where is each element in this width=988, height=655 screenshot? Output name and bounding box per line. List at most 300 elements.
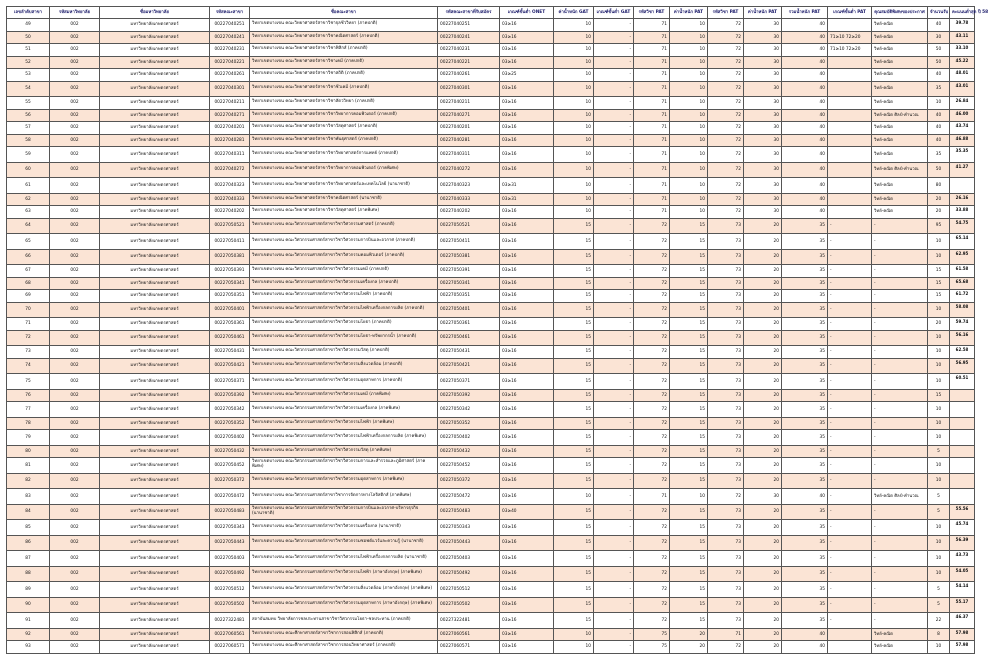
onet-min-cell: 03≥16 xyxy=(500,206,554,219)
special-qualification-cell: - xyxy=(872,402,928,418)
gat-weight-cell: 15 xyxy=(554,249,594,265)
gat-min-cell: - xyxy=(594,97,634,110)
pat-weight-2-cell: 20 xyxy=(744,346,782,359)
seats-cell: 10 xyxy=(928,535,950,551)
university-name-cell: มหาวิทยาลัยเกษตรศาสตร์ xyxy=(100,445,210,458)
gat-min-cell: - xyxy=(594,178,634,194)
pat-weight-1-cell: 15 xyxy=(670,234,708,250)
pat-code-1-cell: 72 xyxy=(634,218,670,234)
gat-min-cell: - xyxy=(594,597,634,613)
faculty-code-cell: 00227050402 xyxy=(210,430,250,446)
row-number-cell: 64 xyxy=(7,218,50,234)
special-qualification-cell: วิทย์-คณิต xyxy=(872,19,928,32)
apply-code-cell: 00227050461 xyxy=(438,330,500,346)
special-qualification-cell: - xyxy=(872,613,928,629)
special-qualification-cell: - xyxy=(872,582,928,598)
university-name-cell: มหาวิทยาลัยเกษตรศาสตร์ xyxy=(100,206,210,219)
pat-weight-1-cell: 10 xyxy=(670,178,708,194)
pat-weight-1-cell: 15 xyxy=(670,417,708,430)
pat-code-2-cell: 73 xyxy=(708,374,744,390)
apply-code-cell: 00227050391 xyxy=(438,265,500,278)
table-row xyxy=(7,582,975,598)
pat-weight-2-cell: 20 xyxy=(744,597,782,613)
faculty-code-cell: 00227050432 xyxy=(210,445,250,458)
table-row xyxy=(7,249,975,265)
seats-cell: 80 xyxy=(928,178,950,194)
pat-min-cell: - xyxy=(828,430,872,446)
university-code-cell: 002 xyxy=(50,265,100,278)
column-header: รหัสวิชา PAT xyxy=(708,7,744,19)
pat-weight-total-cell: 35 xyxy=(782,535,828,551)
pat-min-cell: - xyxy=(828,566,872,582)
pat-weight-2-cell: 20 xyxy=(744,218,782,234)
special-qualification-cell: วิทย์-คณิต xyxy=(872,81,928,97)
special-qualification-cell: - xyxy=(872,504,928,520)
apply-code-cell: 00227050411 xyxy=(438,234,500,250)
onet-min-cell: 03≥16 xyxy=(500,147,554,163)
apply-code-cell: 00227050472 xyxy=(438,489,500,505)
pat-weight-total-cell: 35 xyxy=(782,290,828,303)
table-row xyxy=(7,417,975,430)
row-number-cell: 90 xyxy=(7,597,50,613)
gat-weight-cell: 15 xyxy=(554,290,594,303)
row-number-cell: 73 xyxy=(7,346,50,359)
gat-weight-cell: 10 xyxy=(554,206,594,219)
onet-min-cell: 03≥16 xyxy=(500,417,554,430)
apply-code-cell: 00227050452 xyxy=(438,458,500,474)
column-header: จำนวนรับ xyxy=(928,7,950,19)
gat-weight-cell: 15 xyxy=(554,234,594,250)
onet-min-cell: 03≥16 xyxy=(500,389,554,402)
pat-min-cell: - xyxy=(828,265,872,278)
university-name-cell: มหาวิทยาลัยเกษตรศาสตร์ xyxy=(100,641,210,654)
table-row xyxy=(7,218,975,234)
onet-min-cell: 03≥40 xyxy=(500,504,554,520)
pat-code-1-cell: 72 xyxy=(634,249,670,265)
table-row xyxy=(7,504,975,520)
pat-code-1-cell: 71 xyxy=(634,206,670,219)
pat-weight-1-cell: 15 xyxy=(670,597,708,613)
faculty-code-cell: 00227322481 xyxy=(210,613,250,629)
row-number-cell: 84 xyxy=(7,504,50,520)
pat-code-2-cell: 71 xyxy=(708,628,744,641)
university-name-cell: มหาวิทยาลัยเกษตรศาสตร์ xyxy=(100,249,210,265)
table-row xyxy=(7,473,975,489)
min-score-58-cell: 59.74 xyxy=(950,318,975,331)
onet-min-cell: 03≥16 xyxy=(500,430,554,446)
seats-cell: 20 xyxy=(928,206,950,219)
pat-code-2-cell: 73 xyxy=(708,535,744,551)
special-qualification-cell: - xyxy=(872,265,928,278)
special-qualification-cell: - xyxy=(872,458,928,474)
faculty-name-cell: วิทยาเขตบางเขน คณะวิศวกรรมศาสตร์สาขาวิชาวิศวกรรมโยธา-ทรัพยากรน้ำ (ภาคปกติ) xyxy=(250,330,438,346)
header-row xyxy=(7,7,975,19)
pat-weight-total-cell: 35 xyxy=(782,265,828,278)
pat-code-1-cell: 72 xyxy=(634,302,670,318)
pat-weight-total-cell: 35 xyxy=(782,504,828,520)
pat-weight-1-cell: 20 xyxy=(670,628,708,641)
table-row xyxy=(7,147,975,163)
gat-min-cell: - xyxy=(594,430,634,446)
special-qualification-cell: - xyxy=(872,218,928,234)
pat-code-2-cell: 73 xyxy=(708,566,744,582)
university-code-cell: 002 xyxy=(50,330,100,346)
seats-cell: 40 xyxy=(928,109,950,122)
apply-code-cell: 00227040251 xyxy=(438,19,500,32)
column-header: ค่าน้ำหนัก PAT xyxy=(744,7,782,19)
faculty-code-cell: 00227040202 xyxy=(210,206,250,219)
faculty-name-cell: วิทยาเขตบางเขน คณะวิศวกรรมศาสตร์สาขาวิชาวิศวกรรมเครื่องกล (ภาคพิเศษ) xyxy=(250,402,438,418)
faculty-code-cell: 00227050431 xyxy=(210,346,250,359)
faculty-code-cell: 00227050461 xyxy=(210,330,250,346)
pat-code-1-cell: 72 xyxy=(634,535,670,551)
pat-code-2-cell: 72 xyxy=(708,81,744,97)
pat-weight-2-cell: 20 xyxy=(744,430,782,446)
row-number-cell: 51 xyxy=(7,44,50,57)
university-name-cell: มหาวิทยาลัยเกษตรศาสตร์ xyxy=(100,330,210,346)
min-score-58-cell: 48.01 xyxy=(950,69,975,82)
seats-cell: 5 xyxy=(928,597,950,613)
spreadsheet xyxy=(6,6,988,654)
special-qualification-cell: - xyxy=(872,249,928,265)
pat-min-cell: - xyxy=(828,489,872,505)
pat-weight-2-cell: 20 xyxy=(744,613,782,629)
pat-weight-2-cell: 20 xyxy=(744,551,782,567)
gat-min-cell: - xyxy=(594,566,634,582)
faculty-name-cell: วิทยาเขตบางเขน คณะวิทยาศาสตร์สาขาวิชาชีวเคมี (ภาคปกติ) xyxy=(250,81,438,97)
onet-min-cell: 03≥16 xyxy=(500,44,554,57)
pat-min-cell xyxy=(828,19,872,32)
pat-min-cell xyxy=(828,109,872,122)
pat-weight-2-cell: 20 xyxy=(744,402,782,418)
faculty-name-cell: วิทยาเขตบางเขน คณะวิทยาศาสตร์สาขาวิชาฟิสิกส์ (ภาคปกติ) xyxy=(250,44,438,57)
university-name-cell: มหาวิทยาลัยเกษตรศาสตร์ xyxy=(100,265,210,278)
apply-code-cell: 00227040311 xyxy=(438,147,500,163)
gat-weight-cell: 10 xyxy=(554,109,594,122)
table-row xyxy=(7,374,975,390)
seats-cell: 5 xyxy=(928,489,950,505)
table-row xyxy=(7,277,975,290)
pat-code-1-cell: 71 xyxy=(634,147,670,163)
pat-weight-1-cell: 15 xyxy=(670,551,708,567)
min-score-58-cell: 55.17 xyxy=(950,597,975,613)
row-number-cell: 80 xyxy=(7,445,50,458)
pat-weight-2-cell: 20 xyxy=(744,277,782,290)
row-number-cell: 65 xyxy=(7,234,50,250)
pat-weight-2-cell: 30 xyxy=(744,206,782,219)
row-number-cell: 62 xyxy=(7,193,50,206)
pat-weight-2-cell: 30 xyxy=(744,69,782,82)
pat-code-2-cell: 73 xyxy=(708,458,744,474)
pat-weight-total-cell: 35 xyxy=(782,597,828,613)
row-number-cell: 59 xyxy=(7,147,50,163)
table-row xyxy=(7,628,975,641)
gat-weight-cell: 15 xyxy=(554,582,594,598)
gat-min-cell: - xyxy=(594,330,634,346)
min-score-58-cell: 56.95 xyxy=(950,358,975,374)
university-name-cell: มหาวิทยาลัยเกษตรศาสตร์ xyxy=(100,109,210,122)
onet-min-cell: 03≥16 xyxy=(500,358,554,374)
pat-min-cell: 71≥10 72≥20 xyxy=(828,31,872,44)
pat-min-cell: - xyxy=(828,417,872,430)
pat-weight-2-cell: 20 xyxy=(744,445,782,458)
university-code-cell: 002 xyxy=(50,162,100,178)
faculty-name-cell: วิทยาเขตบางเขน คณะวิศวกรรมศาสตร์สาขาวิชาวิศวกรรมวัสดุ (ภาคปกติ) xyxy=(250,346,438,359)
special-qualification-cell: - xyxy=(872,277,928,290)
pat-weight-total-cell: 35 xyxy=(782,430,828,446)
university-code-cell: 002 xyxy=(50,218,100,234)
gat-min-cell: - xyxy=(594,19,634,32)
pat-weight-1-cell: 10 xyxy=(670,122,708,135)
pat-min-cell: - xyxy=(828,290,872,303)
table-row xyxy=(7,69,975,82)
pat-code-1-cell: 72 xyxy=(634,566,670,582)
pat-weight-1-cell: 10 xyxy=(670,19,708,32)
onet-min-cell: 03≥16 xyxy=(500,277,554,290)
apply-code-cell: 00227050351 xyxy=(438,290,500,303)
min-score-58-cell: 57.98 xyxy=(950,628,975,641)
faculty-code-cell: 00227050452 xyxy=(210,458,250,474)
pat-code-1-cell: 72 xyxy=(634,277,670,290)
table-row xyxy=(7,109,975,122)
pat-min-cell: - xyxy=(828,402,872,418)
pat-min-cell: - xyxy=(828,330,872,346)
university-name-cell: มหาวิทยาลัยเกษตรศาสตร์ xyxy=(100,551,210,567)
gat-min-cell: - xyxy=(594,206,634,219)
apply-code-cell: 00227050372 xyxy=(438,473,500,489)
university-name-cell: มหาวิทยาลัยเกษตรศาสตร์ xyxy=(100,473,210,489)
row-number-cell: 77 xyxy=(7,402,50,418)
pat-weight-2-cell: 20 xyxy=(744,458,782,474)
faculty-name-cell: วิทยาเขตบางเขน คณะวิทยาศาสตร์สาขาวิชาจุลชีววิทยา (ภาคปกติ) xyxy=(250,19,438,32)
gat-weight-cell: 15 xyxy=(554,346,594,359)
pat-weight-2-cell: 20 xyxy=(744,249,782,265)
min-score-58-cell: 45.74 xyxy=(950,520,975,536)
special-qualification-cell: วิทย์-คณิต xyxy=(872,69,928,82)
university-code-cell: 002 xyxy=(50,178,100,194)
pat-code-2-cell: 72 xyxy=(708,122,744,135)
pat-weight-2-cell: 30 xyxy=(744,134,782,147)
university-code-cell: 002 xyxy=(50,374,100,390)
table-row xyxy=(7,430,975,446)
pat-weight-total-cell: 35 xyxy=(782,473,828,489)
university-code-cell: 002 xyxy=(50,109,100,122)
pat-min-cell: - xyxy=(828,613,872,629)
column-header: รหัสคณะสาขาที่รับสมัคร xyxy=(438,7,500,19)
gat-min-cell: - xyxy=(594,358,634,374)
table-row xyxy=(7,330,975,346)
gat-weight-cell: 10 xyxy=(554,19,594,32)
apply-code-cell: 00227050492 xyxy=(438,566,500,582)
university-code-cell: 002 xyxy=(50,206,100,219)
gat-min-cell: - xyxy=(594,265,634,278)
university-name-cell: มหาวิทยาลัยเกษตรศาสตร์ xyxy=(100,389,210,402)
pat-code-2-cell: 73 xyxy=(708,234,744,250)
min-score-58-cell xyxy=(950,402,975,418)
pat-weight-1-cell: 15 xyxy=(670,358,708,374)
university-name-cell: มหาวิทยาลัยเกษตรศาสตร์ xyxy=(100,19,210,32)
apply-code-cell: 00227060571 xyxy=(438,641,500,654)
university-code-cell: 002 xyxy=(50,597,100,613)
faculty-name-cell: วิทยาเขตบางเขน คณะศึกษาศาสตร์สาขาวิชาการสอนวิทยาศาสตร์ (ภาคปกติ) xyxy=(250,641,438,654)
gat-weight-cell: 15 xyxy=(554,265,594,278)
special-qualification-cell: - xyxy=(872,430,928,446)
special-qualification-cell: - xyxy=(872,358,928,374)
table-row xyxy=(7,265,975,278)
table-row xyxy=(7,81,975,97)
seats-cell: 10 xyxy=(928,402,950,418)
special-qualification-cell: - xyxy=(872,597,928,613)
pat-code-1-cell: 75 xyxy=(634,641,670,654)
seats-cell: 10 xyxy=(928,249,950,265)
pat-code-2-cell: 73 xyxy=(708,318,744,331)
special-qualification-cell: วิทย์-คณิต xyxy=(872,641,928,654)
pat-weight-1-cell: 15 xyxy=(670,346,708,359)
pat-min-cell: - xyxy=(828,582,872,598)
special-qualification-cell: วิทย์-คณิต xyxy=(872,44,928,57)
gat-min-cell: - xyxy=(594,147,634,163)
pat-code-1-cell: 72 xyxy=(634,374,670,390)
university-code-cell: 002 xyxy=(50,234,100,250)
special-qualification-cell: วิทย์-คณิต xyxy=(872,122,928,135)
onet-min-cell: 03≥16 xyxy=(500,97,554,110)
special-qualification-cell: - xyxy=(872,551,928,567)
pat-min-cell xyxy=(828,193,872,206)
row-number-cell: 55 xyxy=(7,97,50,110)
pat-min-cell: - xyxy=(828,535,872,551)
university-code-cell: 002 xyxy=(50,134,100,147)
pat-code-1-cell: 72 xyxy=(634,265,670,278)
pat-code-1-cell: 71 xyxy=(634,162,670,178)
seats-cell: 40 xyxy=(928,122,950,135)
row-number-cell: 87 xyxy=(7,551,50,567)
gat-min-cell: - xyxy=(594,109,634,122)
gat-weight-cell: 10 xyxy=(554,489,594,505)
onet-min-cell: 03≥16 xyxy=(500,535,554,551)
special-qualification-cell: - xyxy=(872,302,928,318)
pat-weight-total-cell: 40 xyxy=(782,97,828,110)
gat-weight-cell: 15 xyxy=(554,218,594,234)
seats-cell: 10 xyxy=(928,551,950,567)
gat-min-cell: - xyxy=(594,81,634,97)
pat-code-2-cell: 72 xyxy=(708,206,744,219)
pat-code-2-cell: 73 xyxy=(708,473,744,489)
column-header: เกณฑ์ขั้นต่ำ GAT xyxy=(594,7,634,19)
university-name-cell: มหาวิทยาลัยเกษตรศาสตร์ xyxy=(100,147,210,163)
onet-min-cell: 03≥16 xyxy=(500,290,554,303)
table-row xyxy=(7,489,975,505)
pat-code-1-cell: 72 xyxy=(634,318,670,331)
pat-weight-total-cell: 40 xyxy=(782,206,828,219)
table-row xyxy=(7,122,975,135)
min-score-58-cell: 61.58 xyxy=(950,265,975,278)
pat-code-2-cell: 72 xyxy=(708,641,744,654)
seats-cell: 15 xyxy=(928,277,950,290)
gat-min-cell: - xyxy=(594,122,634,135)
gat-min-cell: - xyxy=(594,402,634,418)
university-name-cell: มหาวิทยาลัยเกษตรศาสตร์ xyxy=(100,597,210,613)
university-name-cell: มหาวิทยาลัยเกษตรศาสตร์ xyxy=(100,31,210,44)
onet-min-cell: 03≥16 xyxy=(500,445,554,458)
pat-code-2-cell: 72 xyxy=(708,134,744,147)
gat-min-cell: - xyxy=(594,473,634,489)
faculty-name-cell: วิทยาเขตบางเขน คณะวิทยาศาสตร์สาขาวิชาวัสดุศาสตร์ (ภาคปกติ) xyxy=(250,122,438,135)
pat-weight-total-cell: 35 xyxy=(782,613,828,629)
gat-weight-cell: 15 xyxy=(554,374,594,390)
university-name-cell: มหาวิทยาลัยเกษตรศาสตร์ xyxy=(100,277,210,290)
table-row xyxy=(7,535,975,551)
university-code-cell: 002 xyxy=(50,504,100,520)
gat-weight-cell: 10 xyxy=(554,134,594,147)
special-qualification-cell: วิทย์-คณิต ศิลป์-คำนวณ xyxy=(872,489,928,505)
university-code-cell: 002 xyxy=(50,566,100,582)
min-score-58-cell: 43.01 xyxy=(950,81,975,97)
seats-cell: 10 xyxy=(928,234,950,250)
row-number-cell: 86 xyxy=(7,535,50,551)
gat-weight-cell: 10 xyxy=(554,162,594,178)
gat-weight-cell: 15 xyxy=(554,445,594,458)
pat-weight-2-cell: 20 xyxy=(744,628,782,641)
university-name-cell: มหาวิทยาลัยเกษตรศาสตร์ xyxy=(100,234,210,250)
gat-weight-cell: 15 xyxy=(554,613,594,629)
pat-weight-1-cell: 15 xyxy=(670,458,708,474)
university-name-cell: มหาวิทยาลัยเกษตรศาสตร์ xyxy=(100,81,210,97)
university-code-cell: 002 xyxy=(50,81,100,97)
pat-weight-1-cell: 15 xyxy=(670,374,708,390)
special-qualification-cell: วิทย์-คณิต ศิลป์-คำนวณ xyxy=(872,162,928,178)
column-header: ค่าน้ำหนัก PAT xyxy=(670,7,708,19)
faculty-name-cell: วิทยาเขตบางเขน คณะวิทยาศาสตร์สาขาวิชาคณิตศาสตร์ (นานาชาติ) xyxy=(250,193,438,206)
special-qualification-cell: วิทย์-คณิต ศิลป์-คำนวณ xyxy=(872,109,928,122)
pat-min-cell xyxy=(828,97,872,110)
apply-code-cell: 00227040221 xyxy=(438,56,500,69)
seats-cell: 5 xyxy=(928,445,950,458)
column-header: เลขลำดับสาขา xyxy=(7,7,50,19)
pat-weight-1-cell: 15 xyxy=(670,613,708,629)
row-number-cell: 85 xyxy=(7,520,50,536)
university-code-cell: 002 xyxy=(50,290,100,303)
faculty-code-cell: 00227050341 xyxy=(210,277,250,290)
pat-code-1-cell: 72 xyxy=(634,445,670,458)
university-name-cell: มหาวิทยาลัยเกษตรศาสตร์ xyxy=(100,566,210,582)
faculty-code-cell: 00227040301 xyxy=(210,81,250,97)
onet-min-cell: 03≥31 xyxy=(500,178,554,194)
column-header: ค่าน้ำหนัก GAT xyxy=(554,7,594,19)
pat-weight-total-cell: 35 xyxy=(782,218,828,234)
onet-min-cell: 03≥16 xyxy=(500,551,554,567)
min-score-58-cell: 26.84 xyxy=(950,97,975,110)
apply-code-cell: 00227040201 xyxy=(438,122,500,135)
pat-weight-total-cell: 35 xyxy=(782,346,828,359)
faculty-code-cell: 00227050343 xyxy=(210,520,250,536)
gat-min-cell: - xyxy=(594,193,634,206)
pat-weight-1-cell: 10 xyxy=(670,162,708,178)
pat-weight-2-cell: 30 xyxy=(744,178,782,194)
apply-code-cell: 00227040301 xyxy=(438,81,500,97)
special-qualification-cell: วิทย์-คณิต xyxy=(872,97,928,110)
seats-cell: 10 xyxy=(928,566,950,582)
faculty-name-cell: วิทยาเขตบางเขน คณะวิศวกรรมศาสตร์สาขาวิชาวิศวกรรมอุตสาหการ (ภาษาอังกฤษ) (ภาคพิเศษ) xyxy=(250,597,438,613)
pat-weight-2-cell: 30 xyxy=(744,193,782,206)
apply-code-cell: 00227040281 xyxy=(438,134,500,147)
pat-weight-2-cell: 30 xyxy=(744,109,782,122)
faculty-code-cell: 00227050411 xyxy=(210,234,250,250)
faculty-name-cell: วิทยาเขตบางเขน คณะวิศวกรรมศาสตร์สาขาวิชาวิศวกรรมการบินและอวกาศ (ภาคปกติ) xyxy=(250,234,438,250)
gat-weight-cell: 10 xyxy=(554,641,594,654)
pat-code-1-cell: 71 xyxy=(634,19,670,32)
pat-min-cell: 71≥10 72≥20 xyxy=(828,44,872,57)
faculty-name-cell: วิทยาเขตบางเขน คณะวิศวกรรมศาสตร์สาขาวิชาวิศวกรรมซอฟต์แวร์และความรู้ (นานาชาติ) xyxy=(250,535,438,551)
